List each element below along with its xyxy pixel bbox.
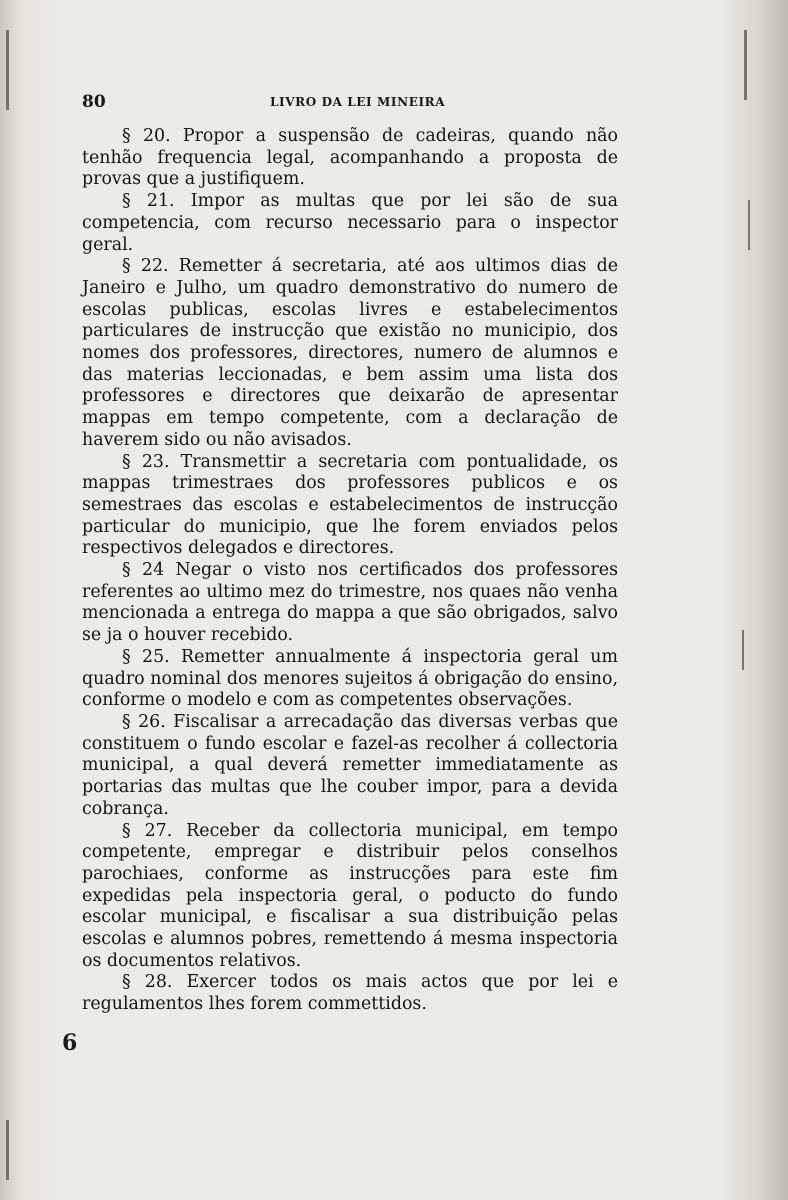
paragraph-21: § 21. Impor as multas que por lei são de sua competencia, com recurso necessario para o inspector geral. <box>82 191 618 255</box>
body-text <box>82 126 618 1016</box>
paragraph-26: § 26. Fiscalisar a arrecadação das diversas verbas que constituem o fundo escolar e fazel-as recolher á collectoria municipal, a qual deverá remetter immediatamente as portarias das multas que lhe couber impor, para a devida cobrança. <box>82 711 618 819</box>
paragraph-22: § 22. Remetter á secretaria, até aos ultimos dias de Janeiro e Julho, um quadro demonstrativo do numero de escolas publicas, escolas livres e estabelecimentos particulares de instrucção que existão no municipio, dos nomes dos professores, directores, numero de alumnos e das materias leccionadas, e bem assim uma lista dos professores e directores que deixarão de apresentar mappas em tempo competente, com a declaração de haverem sido ou não avisados. <box>82 256 618 450</box>
edge-mark <box>742 630 744 670</box>
page-number: 80 <box>82 92 106 112</box>
paragraph-27: § 27. Receber da collectoria municipal, em tempo competente, empregar e distribuir pelos conselhos parochiaes, conforme as instrucções para este fim expedidas pela inspectoria geral, o poducto do fundo escolar municipal, e fiscalisar a sua distribuição pelas escolas e alumnos pobres, remettendo á mesma inspectoria os documentos relativos. <box>82 820 618 971</box>
edge-mark <box>748 200 750 250</box>
signature-mark: 6 <box>62 1030 78 1056</box>
page-header <box>82 92 622 116</box>
paragraph-28: § 28. Exercer todos os mais actos que por lei e regulamentos lhes forem commettidos. <box>82 972 618 1015</box>
paragraph-23: § 23. Transmettir a secretaria com pontualidade, os mappas trimestraes dos professores publicos e os semestraes das escolas e estabelecimentos de instrucção particular do municipio, que lhe forem enviados pelos respectivos delegados e directores. <box>82 451 618 559</box>
edge-mark <box>744 30 747 100</box>
paragraph-20: § 20. Propor a suspensão de cadeiras, quando não tenhão frequencia legal, acompanhando a proposta de provas que a justifiquem. <box>82 126 618 190</box>
paragraph-25: § 25. Remetter annualmente á inspectoria geral um quadro nominal dos menores sujeitos á obrigação do ensino, conforme o modelo e com as competentes observações. <box>82 646 618 711</box>
edge-mark <box>6 30 9 110</box>
edge-mark <box>6 1120 9 1180</box>
running-title: LIVRO DA LEI MINEIRA <box>270 95 446 109</box>
paragraph-24: § 24 Negar o visto nos certificados dos professores referentes ao ultimo mez do trimestre, nos quaes não venha mencionada a entrega do mappa a que são obrigados, salvo se ja o houver recebido. <box>82 560 618 646</box>
